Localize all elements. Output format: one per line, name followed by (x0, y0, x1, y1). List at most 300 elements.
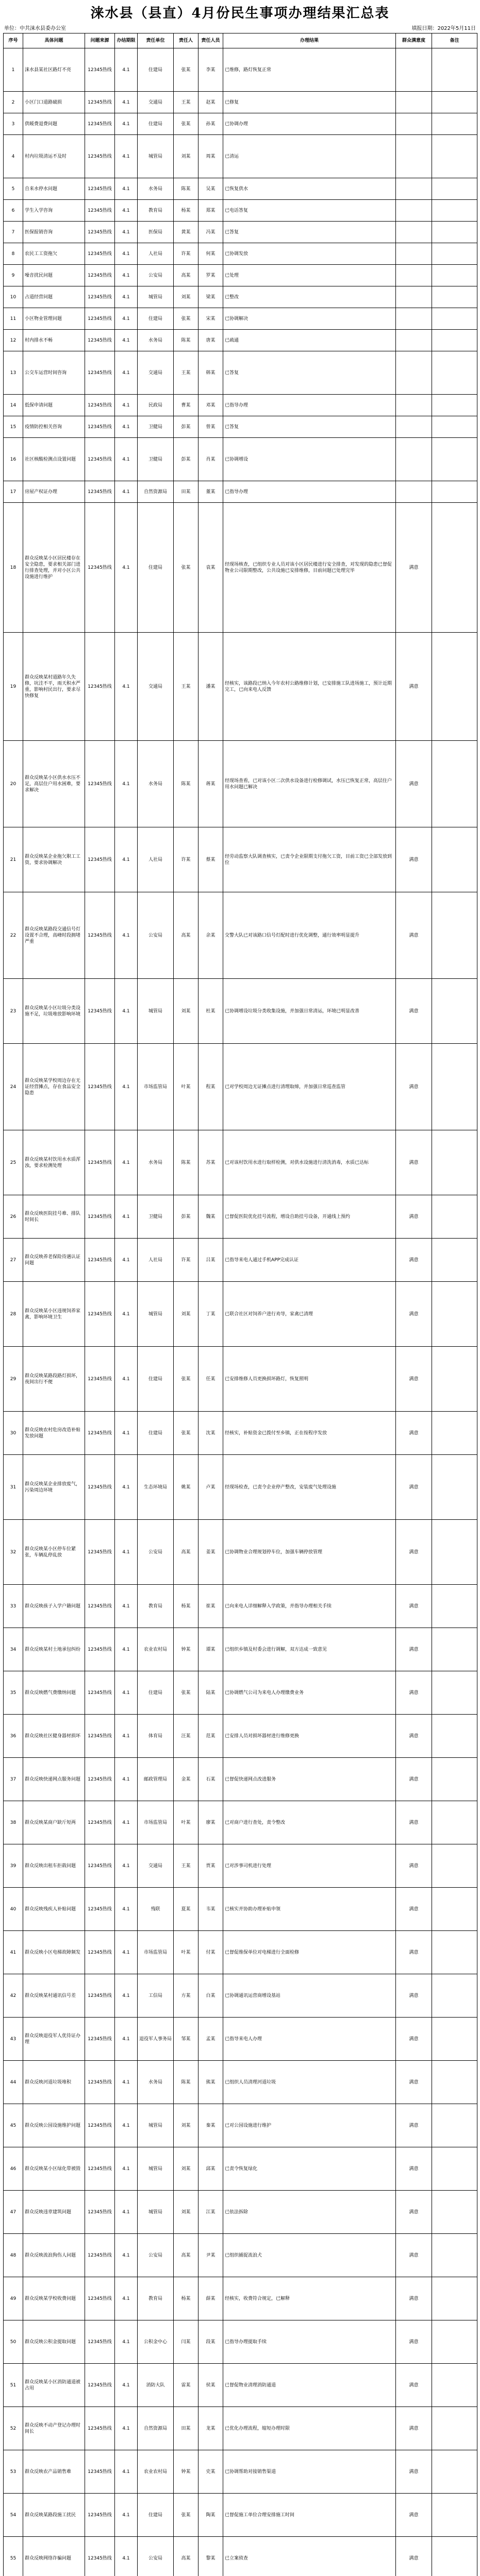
cell-satisfaction (396, 330, 432, 351)
cell-satisfaction (396, 395, 432, 416)
cell-deadline: 4.1 (115, 286, 138, 308)
cell-satisfaction: 满意 (396, 2234, 432, 2277)
cell-index: 17 (4, 481, 23, 503)
cell-staff: 崔某 (198, 1585, 223, 1628)
cell-staff: 秦某 (198, 2104, 223, 2147)
cell-staff: 陆某 (198, 1671, 223, 1715)
cell-source: 12345热线 (85, 1282, 115, 1347)
cell-person: 姚某 (174, 1455, 198, 1520)
table-header-row (4, 33, 477, 48)
cell-note (432, 1758, 477, 1801)
cell-deadline: 4.1 (115, 1130, 138, 1195)
cell-problem: 公交车运营时间咨询 (23, 351, 85, 395)
cell-source: 12345热线 (85, 1239, 115, 1282)
cell-source: 12345热线 (85, 286, 115, 308)
table-row (4, 2234, 477, 2277)
cell-deadline: 4.1 (115, 1044, 138, 1130)
table-row (4, 308, 477, 330)
cell-index: 41 (4, 1931, 23, 1974)
cell-deadline: 4.1 (115, 1844, 138, 1888)
cell-result: 已协调发放 (223, 243, 396, 265)
cell-problem: 群众反映社区健身器材损坏 (23, 1715, 85, 1758)
cell-index: 48 (4, 2234, 23, 2277)
cell-problem: 群众反映某村饮用水水质浑浊，要求检测处理 (23, 1130, 85, 1195)
cell-satisfaction: 满意 (396, 2104, 432, 2147)
cell-unit: 退役军人事务局 (138, 2018, 174, 2061)
cell-satisfaction: 满意 (396, 2450, 432, 2494)
cell-staff: 韩某 (198, 351, 223, 395)
cell-person: 刘某 (174, 2104, 198, 2147)
cell-index: 42 (4, 1974, 23, 2018)
cell-unit: 水务局 (138, 330, 174, 351)
cell-source: 12345热线 (85, 741, 115, 827)
cell-source: 12345热线 (85, 1888, 115, 1931)
cell-problem: 群众反映网络诈骗问题 (23, 2537, 85, 2576)
cell-note (432, 243, 477, 265)
cell-index: 29 (4, 1347, 23, 1412)
cell-source: 12345热线 (85, 1044, 115, 1130)
cell-satisfaction (396, 113, 432, 135)
cell-source: 12345热线 (85, 2450, 115, 2494)
cell-result: 已整改 (223, 286, 396, 308)
cell-note (432, 2061, 477, 2104)
cell-index: 13 (4, 351, 23, 395)
cell-index: 8 (4, 243, 23, 265)
cell-index: 11 (4, 308, 23, 330)
table-row (4, 2147, 477, 2191)
cell-note (432, 2147, 477, 2191)
cell-index: 47 (4, 2191, 23, 2234)
cell-person: 许某 (174, 1239, 198, 1282)
cell-source: 12345热线 (85, 1130, 115, 1195)
cell-person: 彭某 (174, 438, 198, 481)
cell-satisfaction: 满意 (396, 503, 432, 633)
cell-satisfaction: 满意 (396, 2537, 432, 2576)
cell-problem: 群众反映河道垃圾堆积 (23, 2061, 85, 2104)
table-row (4, 1931, 477, 1974)
cell-person: 邹某 (174, 2018, 198, 2061)
cell-result: 经现场查看，已对该小区二次供水设备进行检修调试，水压已恢复正常，高层住户用水问题已解决 (223, 741, 396, 827)
cell-note (432, 1130, 477, 1195)
cell-result: 已指导来电人办理 (223, 2018, 396, 2061)
cell-staff: 程某 (198, 1044, 223, 1130)
cell-source: 12345热线 (85, 1974, 115, 2018)
cell-problem: 群众反映残疾人补贴问题 (23, 1888, 85, 1931)
cell-deadline: 4.1 (115, 265, 138, 286)
cell-index: 32 (4, 1520, 23, 1585)
cell-satisfaction: 满意 (396, 633, 432, 741)
cell-index: 18 (4, 503, 23, 633)
cell-deadline: 4.1 (115, 2191, 138, 2234)
cell-source: 12345热线 (85, 2234, 115, 2277)
cell-unit: 残联 (138, 1888, 174, 1931)
cell-staff: 白某 (198, 1974, 223, 2018)
cell-problem: 群众反映孩子入学户籍问题 (23, 1585, 85, 1628)
cell-deadline: 4.1 (115, 2537, 138, 2576)
cell-result: 经现场核查，已组织专业人员对该小区居民楼进行安全排查，对发现的隐患已督促物业公司限期整改，公共设施已安排维修，目前问题已处理完毕 (223, 503, 396, 633)
cell-index: 34 (4, 1628, 23, 1671)
cell-person: 张某 (174, 2494, 198, 2537)
cell-satisfaction (396, 308, 432, 330)
table-row (4, 2450, 477, 2494)
cell-index: 53 (4, 2450, 23, 2494)
col-header-deadline: 办结期限 (115, 33, 138, 48)
cell-note (432, 741, 477, 827)
cell-result: 已协调解决 (223, 308, 396, 330)
cell-problem: 群众反映出租车拒载问题 (23, 1844, 85, 1888)
cell-staff: 孙某 (198, 113, 223, 135)
cell-index: 52 (4, 2407, 23, 2450)
document-title: 涞水县（县直）4月份民生事项办理结果汇总表 (90, 6, 390, 21)
cell-problem: 涞水县某社区路灯不亮 (23, 48, 85, 92)
cell-note (432, 2104, 477, 2147)
cell-result: 已对学校周边无证摊点进行清理取缔，并加强日常巡查监管 (223, 1044, 396, 1130)
cell-note (432, 2277, 477, 2320)
table-row (4, 503, 477, 633)
cell-deadline: 4.1 (115, 979, 138, 1044)
table-row (4, 416, 477, 438)
cell-person: 叶某 (174, 1044, 198, 1130)
cell-person: 方某 (174, 1974, 198, 2018)
cell-problem: 群众反映某企业排放废气，污染周边环境 (23, 1455, 85, 1520)
table-row (4, 2407, 477, 2450)
cell-deadline: 4.1 (115, 330, 138, 351)
cell-result: 已维修，路灯恢复正常 (223, 48, 396, 92)
cell-satisfaction: 满意 (396, 1412, 432, 1455)
table-row (4, 1758, 477, 1801)
cell-result: 已清运 (223, 135, 396, 178)
cell-problem: 群众反映退役军人优待证办理 (23, 2018, 85, 2061)
cell-note (432, 2234, 477, 2277)
cell-result: 已安排维修人员更换损坏路灯，恢复照明 (223, 1347, 396, 1412)
cell-problem: 房屋产权证办理 (23, 481, 85, 503)
cell-deadline: 4.1 (115, 827, 138, 892)
cell-index: 30 (4, 1412, 23, 1455)
cell-unit: 交通局 (138, 351, 174, 395)
cell-source: 12345热线 (85, 113, 115, 135)
table-row (4, 1974, 477, 2018)
cell-staff: 蔡某 (198, 827, 223, 892)
cell-result: 已指导办理 (223, 395, 396, 416)
cell-unit: 公安局 (138, 1520, 174, 1585)
cell-staff: 段某 (198, 2320, 223, 2364)
cell-unit: 农业农村局 (138, 2450, 174, 2494)
cell-staff: 罗某 (198, 265, 223, 286)
cell-deadline: 4.1 (115, 1715, 138, 1758)
cell-result: 已答复 (223, 351, 396, 395)
cell-result: 经劳动监察大队调查核实，已责令企业限期支付拖欠工资，目前工资已全部发放到位 (223, 827, 396, 892)
cell-person: 张某 (174, 113, 198, 135)
cell-problem: 群众反映某路段施工扰民 (23, 2494, 85, 2537)
cell-index: 31 (4, 1455, 23, 1520)
cell-source: 12345热线 (85, 265, 115, 286)
cell-satisfaction (396, 92, 432, 113)
cell-index: 54 (4, 2494, 23, 2537)
cell-satisfaction: 满意 (396, 1974, 432, 2018)
table-row (4, 178, 477, 200)
table-row (4, 1628, 477, 1671)
cell-index: 35 (4, 1671, 23, 1715)
cell-unit: 城管局 (138, 1282, 174, 1347)
cell-note (432, 438, 477, 481)
cell-deadline: 4.1 (115, 2234, 138, 2277)
cell-unit: 医保局 (138, 222, 174, 243)
cell-problem: 群众反映燃气费缴纳问题 (23, 1671, 85, 1715)
cell-index: 16 (4, 438, 23, 481)
cell-source: 12345热线 (85, 2407, 115, 2450)
cell-person: 张某 (174, 1412, 198, 1455)
cell-satisfaction: 满意 (396, 1931, 432, 1974)
cell-deadline: 4.1 (115, 1931, 138, 1974)
table-row (4, 2191, 477, 2234)
cell-person: 张某 (174, 1347, 198, 1412)
table-row (4, 2494, 477, 2537)
cell-deadline: 4.1 (115, 2277, 138, 2320)
table-row (4, 92, 477, 113)
cell-deadline: 4.1 (115, 633, 138, 741)
table-row (4, 1801, 477, 1844)
cell-index: 43 (4, 2018, 23, 2061)
cell-satisfaction: 满意 (396, 2191, 432, 2234)
table-row (4, 286, 477, 308)
cell-staff: 魏某 (198, 1195, 223, 1239)
date-label: 填报日期：2022年5月11日 (411, 26, 476, 31)
cell-source: 12345热线 (85, 243, 115, 265)
cell-deadline: 4.1 (115, 308, 138, 330)
cell-source: 12345热线 (85, 1585, 115, 1628)
cell-satisfaction: 满意 (396, 1455, 432, 1520)
cell-problem: 自来水停水问题 (23, 178, 85, 200)
cell-person: 杨某 (174, 200, 198, 222)
cell-index: 25 (4, 1130, 23, 1195)
cell-source: 12345热线 (85, 1347, 115, 1412)
cell-problem: 群众反映农村危房改造补贴发放问题 (23, 1412, 85, 1455)
cell-unit: 市场监管局 (138, 1801, 174, 1844)
cell-deadline: 4.1 (115, 2450, 138, 2494)
cell-result: 已组织人员清理河道垃圾 (223, 2061, 396, 2104)
cell-staff: 宋某 (198, 308, 223, 330)
cell-note (432, 351, 477, 395)
cell-problem: 小区物业管理问题 (23, 308, 85, 330)
cell-deadline: 4.1 (115, 1671, 138, 1715)
cell-note (432, 92, 477, 113)
cell-result: 已指导办理提取手续 (223, 2320, 396, 2364)
cell-problem: 群众反映某学校收费问题 (23, 2277, 85, 2320)
cell-unit: 市场监管局 (138, 1931, 174, 1974)
cell-staff: 姜某 (198, 1520, 223, 1585)
cell-person: 钟某 (174, 1628, 198, 1671)
cell-person: 王某 (174, 92, 198, 113)
cell-deadline: 4.1 (115, 1455, 138, 1520)
cell-source: 12345热线 (85, 633, 115, 741)
cell-note (432, 1974, 477, 2018)
cell-satisfaction (396, 200, 432, 222)
cell-result: 经现场检查，已责令企业停产整改，安装废气处理设施 (223, 1455, 396, 1520)
cell-deadline: 4.1 (115, 1801, 138, 1844)
cell-index: 27 (4, 1239, 23, 1282)
cell-note (432, 1715, 477, 1758)
cell-staff: 侯某 (198, 2364, 223, 2407)
cell-unit: 教育局 (138, 1585, 174, 1628)
cell-deadline: 4.1 (115, 113, 138, 135)
table-row (4, 1044, 477, 1130)
cell-result: 已协调增设垃圾分类收集设施，并加强日常清运，环境已明显改善 (223, 979, 396, 1044)
cell-problem: 群众反映流浪狗伤人问题 (23, 2234, 85, 2277)
cell-source: 12345热线 (85, 503, 115, 633)
cell-staff: 何某 (198, 243, 223, 265)
cell-unit: 住建局 (138, 503, 174, 633)
cell-index: 14 (4, 395, 23, 416)
cell-satisfaction (396, 243, 432, 265)
table-row (4, 633, 477, 741)
cell-index: 10 (4, 286, 23, 308)
cell-person: 刘某 (174, 979, 198, 1044)
cell-index: 3 (4, 113, 23, 135)
cell-index: 45 (4, 2104, 23, 2147)
table-row (4, 2104, 477, 2147)
cell-source: 12345热线 (85, 2277, 115, 2320)
summary-table (3, 33, 477, 2576)
table-row (4, 892, 477, 979)
cell-index: 19 (4, 633, 23, 741)
cell-problem: 小区门口道路破损 (23, 92, 85, 113)
cell-note (432, 1239, 477, 1282)
cell-staff: 江某 (198, 2191, 223, 2234)
cell-note (432, 135, 477, 178)
cell-source: 12345热线 (85, 1758, 115, 1801)
cell-note (432, 892, 477, 979)
cell-unit: 人社局 (138, 1239, 174, 1282)
cell-source: 12345热线 (85, 308, 115, 330)
cell-deadline: 4.1 (115, 1412, 138, 1455)
cell-result: 经核实，该路段已纳入今年农村公路维修计划，已安排施工队进场施工，预计近期完工，已向来电人反馈 (223, 633, 396, 741)
table-row (4, 135, 477, 178)
cell-index: 44 (4, 2061, 23, 2104)
cell-note (432, 178, 477, 200)
cell-source: 12345热线 (85, 1520, 115, 1585)
cell-note (432, 48, 477, 92)
table-row (4, 2364, 477, 2407)
cell-person: 高某 (174, 1520, 198, 1585)
cell-staff: 丁某 (198, 1282, 223, 1347)
cell-unit: 住建局 (138, 1347, 174, 1412)
cell-problem: 农民工工资拖欠 (23, 243, 85, 265)
cell-satisfaction: 满意 (396, 1282, 432, 1347)
cell-note (432, 1282, 477, 1347)
cell-index: 1 (4, 48, 23, 92)
cell-staff: 袁某 (198, 503, 223, 633)
cell-staff: 任某 (198, 1347, 223, 1412)
cell-source: 12345热线 (85, 1844, 115, 1888)
table-row (4, 395, 477, 416)
cell-problem: 群众反映医院挂号难、排队时间长 (23, 1195, 85, 1239)
table-row (4, 265, 477, 286)
cell-problem: 村内排水不畅 (23, 330, 85, 351)
table-row (4, 330, 477, 351)
cell-index: 55 (4, 2537, 23, 2576)
cell-source: 12345热线 (85, 2104, 115, 2147)
cell-deadline: 4.1 (115, 243, 138, 265)
cell-result: 已对涉事司机进行处理 (223, 1844, 396, 1888)
cell-satisfaction (396, 481, 432, 503)
cell-person: 张某 (174, 308, 198, 330)
cell-result: 已督促施工单位合理安排施工时间 (223, 2494, 396, 2537)
cell-staff: 郑某 (198, 200, 223, 222)
cell-satisfaction: 满意 (396, 2407, 432, 2450)
cell-source: 12345热线 (85, 351, 115, 395)
cell-source: 12345热线 (85, 2320, 115, 2364)
cell-index: 50 (4, 2320, 23, 2364)
cell-satisfaction: 满意 (396, 1888, 432, 1931)
cell-index: 5 (4, 178, 23, 200)
cell-note (432, 979, 477, 1044)
cell-person: 雷某 (174, 2364, 198, 2407)
cell-index: 39 (4, 1844, 23, 1888)
cell-satisfaction: 满意 (396, 2147, 432, 2191)
cell-result: 经核实，收费符合规定，已解释 (223, 2277, 396, 2320)
cell-staff: 石某 (198, 1758, 223, 1801)
cell-problem: 群众反映某小区居民楼存在安全隐患，要求相关部门进行排查处理，并对小区公共设施进行维护 (23, 503, 85, 633)
table-row (4, 1585, 477, 1628)
cell-problem: 供暖费退费问题 (23, 113, 85, 135)
cell-note (432, 1412, 477, 1455)
cell-source: 12345热线 (85, 1455, 115, 1520)
cell-staff: 范某 (198, 1715, 223, 1758)
cell-unit: 公安局 (138, 265, 174, 286)
cell-problem: 群众反映某小区消防通道被占用 (23, 2364, 85, 2407)
cell-note (432, 1195, 477, 1239)
cell-index: 33 (4, 1585, 23, 1628)
cell-person: 张某 (174, 1671, 198, 1715)
cell-problem: 群众反映公积金提取问题 (23, 2320, 85, 2364)
cell-satisfaction (396, 265, 432, 286)
cell-unit: 城管局 (138, 979, 174, 1044)
cell-person: 张某 (174, 503, 198, 633)
cell-result: 已指导办理 (223, 481, 396, 503)
cell-index: 26 (4, 1195, 23, 1239)
table-row (4, 1347, 477, 1412)
cell-satisfaction: 满意 (396, 1347, 432, 1412)
cell-deadline: 4.1 (115, 2147, 138, 2191)
cell-unit: 住建局 (138, 48, 174, 92)
cell-unit: 教育局 (138, 2277, 174, 2320)
cell-staff: 谭某 (198, 1628, 223, 1671)
cell-result: 已安排人员对损坏器材进行维修更换 (223, 1715, 396, 1758)
cell-result: 已处理 (223, 265, 396, 286)
cell-note (432, 1844, 477, 1888)
cell-satisfaction (396, 416, 432, 438)
cell-unit: 人社局 (138, 827, 174, 892)
cell-note (432, 481, 477, 503)
cell-staff: 韦某 (198, 1888, 223, 1931)
cell-person: 叶某 (174, 1801, 198, 1844)
cell-note (432, 1801, 477, 1844)
cell-person: 王某 (174, 1844, 198, 1888)
cell-problem: 低保申请问题 (23, 395, 85, 416)
cell-note (432, 330, 477, 351)
cell-result: 已协调帮助对接销售渠道 (223, 2450, 396, 2494)
cell-person: 杨某 (174, 2277, 198, 2320)
cell-person: 彭某 (174, 1195, 198, 1239)
cell-person: 钟某 (174, 2450, 198, 2494)
cell-person: 杨某 (174, 1585, 198, 1628)
cell-satisfaction: 满意 (396, 1044, 432, 1130)
cell-satisfaction: 满意 (396, 1520, 432, 1585)
cell-unit: 民政局 (138, 395, 174, 416)
cell-staff: 梁某 (198, 286, 223, 308)
cell-unit: 邮政管理局 (138, 1758, 174, 1801)
cell-satisfaction (396, 48, 432, 92)
